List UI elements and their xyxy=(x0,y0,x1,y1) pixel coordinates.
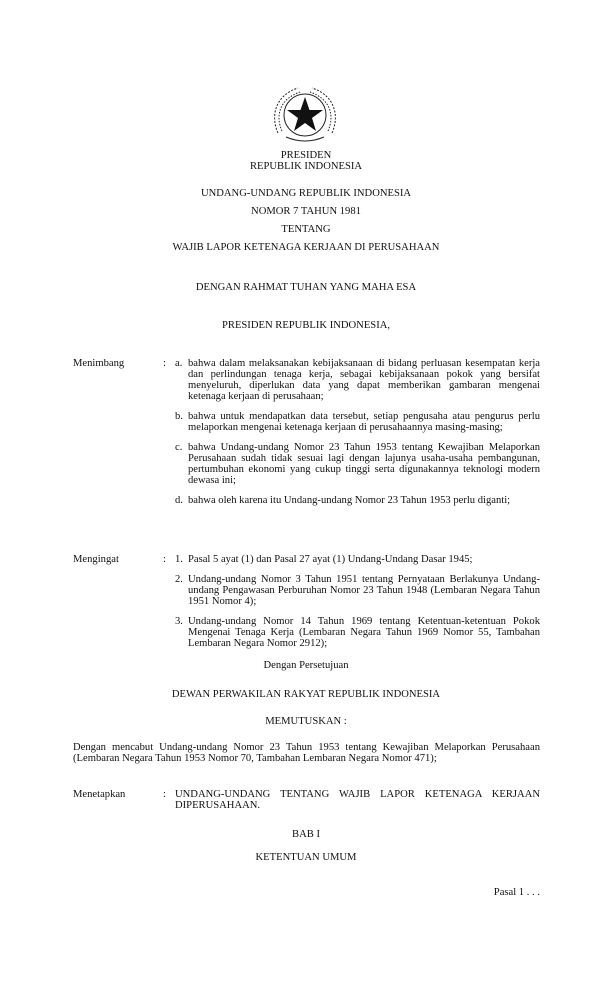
item-marker: 1. xyxy=(175,554,183,565)
decide: MEMUTUSKAN : xyxy=(265,716,347,727)
law-title: UNDANG-UNDANG REPUBLIK INDONESIA xyxy=(200,188,412,199)
item-text: bahwa dalam melaksanakan kebijaksanaan di bidang perluasan kesempatan kerja dan perlindungan tenaga kerja, sebagai kebijaksanaan pokok yang bersifat menyeluruh, diperlukan data yang dapat memberikan gambaran mengenai ketenaga kerjaan di perusahaan; xyxy=(188,358,540,402)
item-text: bahwa untuk mendapatkan data tersebut, setiap pengusaha atau pengurus perlu melaporkan mengenai ketenaga kerjaan di perusahaannya masing-masing; xyxy=(188,411,540,433)
menimbang-label: Menimbang xyxy=(73,358,125,369)
mengingat-section xyxy=(73,554,540,649)
law-subject: WAJIB LAPOR KETENAGA KERJAAN DI PERUSAHAAN xyxy=(172,242,440,253)
item-marker: c. xyxy=(175,442,183,453)
chapter-title: KETENTUAN UMUM xyxy=(255,852,357,863)
dpr: DEWAN PERWAKILAN RAKYAT REPUBLIK INDONESIA xyxy=(171,689,441,700)
item-text: bahwa Undang-undang Nomor 23 Tahun 1953 tentang Kewajiban Melaporkan Perusahaan sudah tidak sesuai lagi dengan lajunya usaha-usaha pembangunan, pertumbuhan ekonomi yang cukup tinggi serta digunakannya teknologi modern dewasa ini; xyxy=(188,442,540,486)
page-continuation: Pasal 1 . . . xyxy=(493,887,540,898)
header-republic: REPUBLIK INDONESIA xyxy=(249,161,363,172)
mengingat-label: Mengingat xyxy=(73,554,119,565)
colon: : xyxy=(163,789,166,800)
item-marker: 2. xyxy=(175,574,183,585)
law-about: TENTANG xyxy=(281,224,331,235)
menimbang-section xyxy=(73,358,540,506)
item-text: Undang-undang Nomor 14 Tahun 1969 tentang Ketentuan-ketentuan Pokok Mengenai Tenaga Kerja (Lembaran Negara Tahun 1969 Nomor 55, Tambahan Lembaran Negara Nomor 2912); xyxy=(188,616,540,649)
list-item xyxy=(175,574,540,607)
law-number: NOMOR 7 TAHUN 1981 xyxy=(251,206,361,217)
chapter: BAB I xyxy=(292,829,320,840)
revoke-paragraph: Dengan mencabut Undang-undang Nomor 23 Tahun 1953 tentang Kewajiban Melaporkan Perusahaan (Lembaran Negara Tahun 1953 Nomor 70, Tambahan Lembaran Negara Nomor 471); xyxy=(73,742,540,764)
garuda-star-emblem xyxy=(268,85,342,145)
list-item xyxy=(175,358,540,402)
item-marker: b. xyxy=(175,411,183,422)
header-president: PRESIDEN xyxy=(280,150,332,161)
item-text: Pasal 5 ayat (1) dan Pasal 27 ayat (1) Undang-Undang Dasar 1945; xyxy=(188,554,473,565)
item-text: Undang-undang Nomor 3 Tahun 1951 tentang Pernyataan Berlakunya Undang-undang Pengawasan Perburuhan Nomor 23 Tahun 1948 (Lembaran Negara Tahun 1951 Nomor 4); xyxy=(188,574,540,607)
item-marker: 3. xyxy=(175,616,183,627)
menetapkan-label: Menetapkan xyxy=(73,789,126,800)
list-item xyxy=(175,495,540,506)
colon: : xyxy=(163,358,166,369)
menetapkan-text: UNDANG-UNDANG TENTANG WAJIB LAPOR KETENAGA KERJAAN DIPERUSAHAAN. xyxy=(175,789,540,811)
blessing: DENGAN RAHMAT TUHAN YANG MAHA ESA xyxy=(195,282,417,293)
item-text: bahwa oleh karena itu Undang-undang Nomor 23 Tahun 1953 perlu diganti; xyxy=(188,495,511,506)
list-item xyxy=(175,442,540,486)
approval: Dengan Persetujuan xyxy=(263,660,349,671)
president-line: PRESIDEN REPUBLIK INDONESIA, xyxy=(221,320,391,331)
list-item xyxy=(175,411,540,433)
item-marker: a. xyxy=(175,358,183,369)
item-marker: d. xyxy=(175,495,183,506)
list-item xyxy=(175,616,540,649)
list-item xyxy=(175,554,540,565)
colon: : xyxy=(163,554,166,565)
menetapkan-section xyxy=(73,789,540,811)
